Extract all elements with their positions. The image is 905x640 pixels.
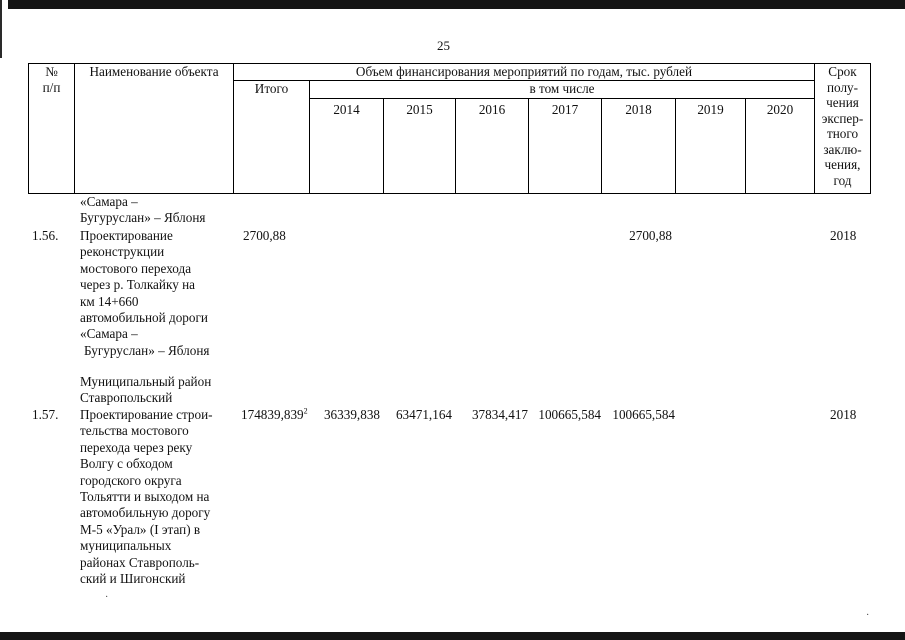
- row-1-57-value-2016: 37834,417: [471, 407, 528, 422]
- table-line-total: [309, 80, 310, 194]
- header-year-2020: 2020: [766, 102, 794, 117]
- header-year-2016: 2016: [478, 102, 506, 117]
- header-year-2018: 2018: [625, 102, 652, 117]
- row-1-56-total: 2700,88: [243, 228, 286, 243]
- row-1-57-value-2018: 100665,584: [612, 407, 675, 422]
- row-1-57-prefix: Муниципальный район Ставропольский: [80, 374, 212, 406]
- page-number: 25: [437, 38, 450, 53]
- scan-speck: ·: [866, 610, 870, 621]
- row-1-57-value-2015: 63471,164: [395, 407, 452, 422]
- table-line-no: [74, 63, 75, 194]
- row-1-57-object-name: Проектирование строи- тельства мостового перехода через реку Волгу с обходом городского округа Тольятти и выходом на автомобильную дорогу М-5 «Урал» (I этап) в муниципальных районах Ставрополь- ский и Шигонский: [80, 407, 213, 587]
- row-1-56-object-name: Проектирование реконструкции мостового перехода через р. Толкайку на км 14+660 автомобильной дороги «Самара – Бугуруслан» – Яблоня: [80, 228, 210, 358]
- row-1-56-deadline: 2018: [830, 228, 857, 243]
- row-1-57-value-2014: 36339,838: [323, 407, 380, 422]
- header-total: Итого: [254, 81, 289, 96]
- row-1-57-number: 1.57.: [32, 407, 59, 422]
- header-year-2019: 2019: [697, 102, 724, 117]
- row-1-57-total: 174839,839$^2$: [241, 406, 308, 422]
- header-object-name: Наименование объекта: [89, 64, 219, 79]
- row-1-56-value-2018: 2700,88: [629, 228, 672, 243]
- header-year-2015: 2015: [406, 102, 433, 117]
- header-year-2017: 2017: [551, 102, 579, 117]
- header-deadline: Срок полу- чения экспер- тного заклю- чения, год: [821, 64, 864, 188]
- table-line-including: [309, 98, 814, 99]
- row-1-57-deadline: 2018: [830, 407, 857, 422]
- header-financing-volume: Объем финансирования мероприятий по годам, тыс. рублей: [355, 64, 693, 79]
- header-year-2014: 2014: [333, 102, 360, 117]
- scan-speck: ·: [105, 592, 109, 603]
- row-1-56-number: 1.56.: [32, 228, 59, 243]
- header-number: № п/п: [42, 64, 61, 95]
- table-line-right: [870, 63, 871, 194]
- header-including: в том числе: [529, 81, 595, 96]
- footnote-marker: 2: [303, 406, 308, 416]
- row-1-56-prefix: «Самара – Бугуруслан» – Яблоня: [80, 194, 206, 226]
- row-1-57-value-2017: 100665,584: [538, 407, 601, 422]
